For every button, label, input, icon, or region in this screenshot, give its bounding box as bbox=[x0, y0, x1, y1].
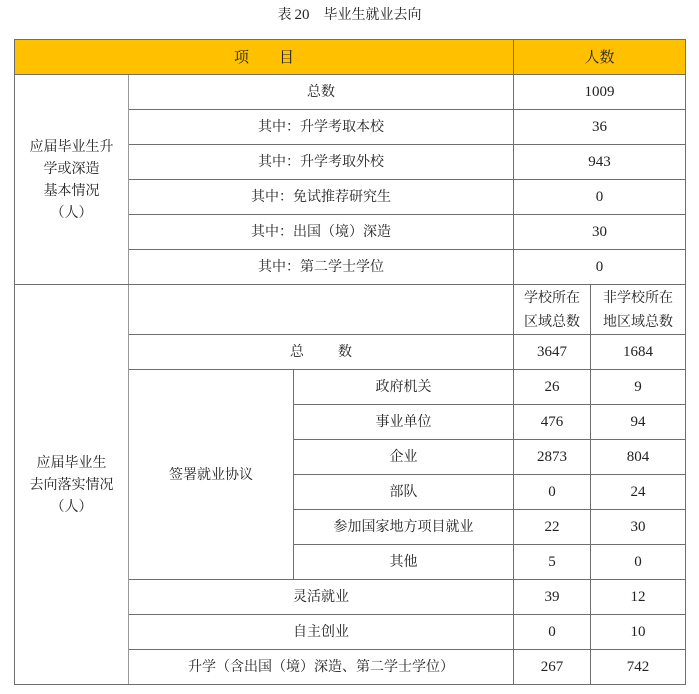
row-label: 升学（含出国（境）深造、第二学士学位） bbox=[129, 650, 514, 685]
row-label: 自主创业 bbox=[129, 615, 514, 650]
total-out-region: 1684 bbox=[591, 335, 686, 370]
header-item: 项 目 bbox=[15, 40, 514, 75]
row-value: 0 bbox=[514, 180, 686, 215]
section1-label: 应届毕业生升 学或深造 基本情况 （人） bbox=[15, 75, 129, 285]
in-region-value: 5 bbox=[514, 545, 591, 580]
header-row bbox=[15, 40, 686, 75]
table-title-prefix: 表 bbox=[277, 7, 292, 23]
col-header-out-region: 非学校所在 地区域总数 bbox=[591, 285, 686, 335]
in-region-value: 267 bbox=[514, 650, 591, 685]
out-region-value: 804 bbox=[591, 440, 686, 475]
row-label: 其中：第二学士学位 bbox=[129, 250, 514, 285]
table-title bbox=[0, 4, 699, 26]
row-label: 其中：免试推荐研究生 bbox=[129, 180, 514, 215]
row-value: 0 bbox=[514, 250, 686, 285]
row-label: 事业单位 bbox=[294, 405, 514, 440]
table-title-text: 毕业生就业去向 bbox=[323, 7, 422, 23]
out-region-value: 10 bbox=[591, 615, 686, 650]
section2-label: 应届毕业生 去向落实情况 （人） bbox=[15, 285, 129, 685]
out-region-value: 742 bbox=[591, 650, 686, 685]
row-label: 其中：出国（境）深造 bbox=[129, 215, 514, 250]
out-region-value: 30 bbox=[591, 510, 686, 545]
subheader-blank bbox=[129, 285, 514, 335]
row-label: 参加国家地方项目就业 bbox=[294, 510, 514, 545]
row-value: 30 bbox=[514, 215, 686, 250]
total-label: 总 数 bbox=[129, 335, 514, 370]
out-region-value: 12 bbox=[591, 580, 686, 615]
out-region-value: 24 bbox=[591, 475, 686, 510]
total-in-region: 3647 bbox=[514, 335, 591, 370]
row-label: 企业 bbox=[294, 440, 514, 475]
row-value: 943 bbox=[514, 145, 686, 180]
signed-group-label: 签署就业协议 bbox=[129, 370, 294, 580]
row-label: 其他 bbox=[294, 545, 514, 580]
out-region-value: 9 bbox=[591, 370, 686, 405]
row-label: 灵活就业 bbox=[129, 580, 514, 615]
table-number: 20 bbox=[294, 7, 310, 23]
header-count: 人数 bbox=[514, 40, 686, 75]
row-label: 部队 bbox=[294, 475, 514, 510]
row-label: 政府机关 bbox=[294, 370, 514, 405]
in-region-value: 22 bbox=[514, 510, 591, 545]
row-value: 1009 bbox=[514, 75, 686, 110]
subheader-row bbox=[15, 285, 686, 335]
in-region-value: 0 bbox=[514, 475, 591, 510]
in-region-value: 39 bbox=[514, 580, 591, 615]
col-header-in-region: 学校所在 区域总数 bbox=[514, 285, 591, 335]
row-value: 36 bbox=[514, 110, 686, 145]
out-region-value: 94 bbox=[591, 405, 686, 440]
employment-destination-table bbox=[14, 39, 686, 685]
in-region-value: 26 bbox=[514, 370, 591, 405]
in-region-value: 2873 bbox=[514, 440, 591, 475]
row-label: 其中：升学考取本校 bbox=[129, 110, 514, 145]
out-region-value: 0 bbox=[591, 545, 686, 580]
row-label: 其中：升学考取外校 bbox=[129, 145, 514, 180]
row-label: 总数 bbox=[129, 75, 514, 110]
in-region-value: 476 bbox=[514, 405, 591, 440]
in-region-value: 0 bbox=[514, 615, 591, 650]
table-row bbox=[15, 75, 686, 110]
